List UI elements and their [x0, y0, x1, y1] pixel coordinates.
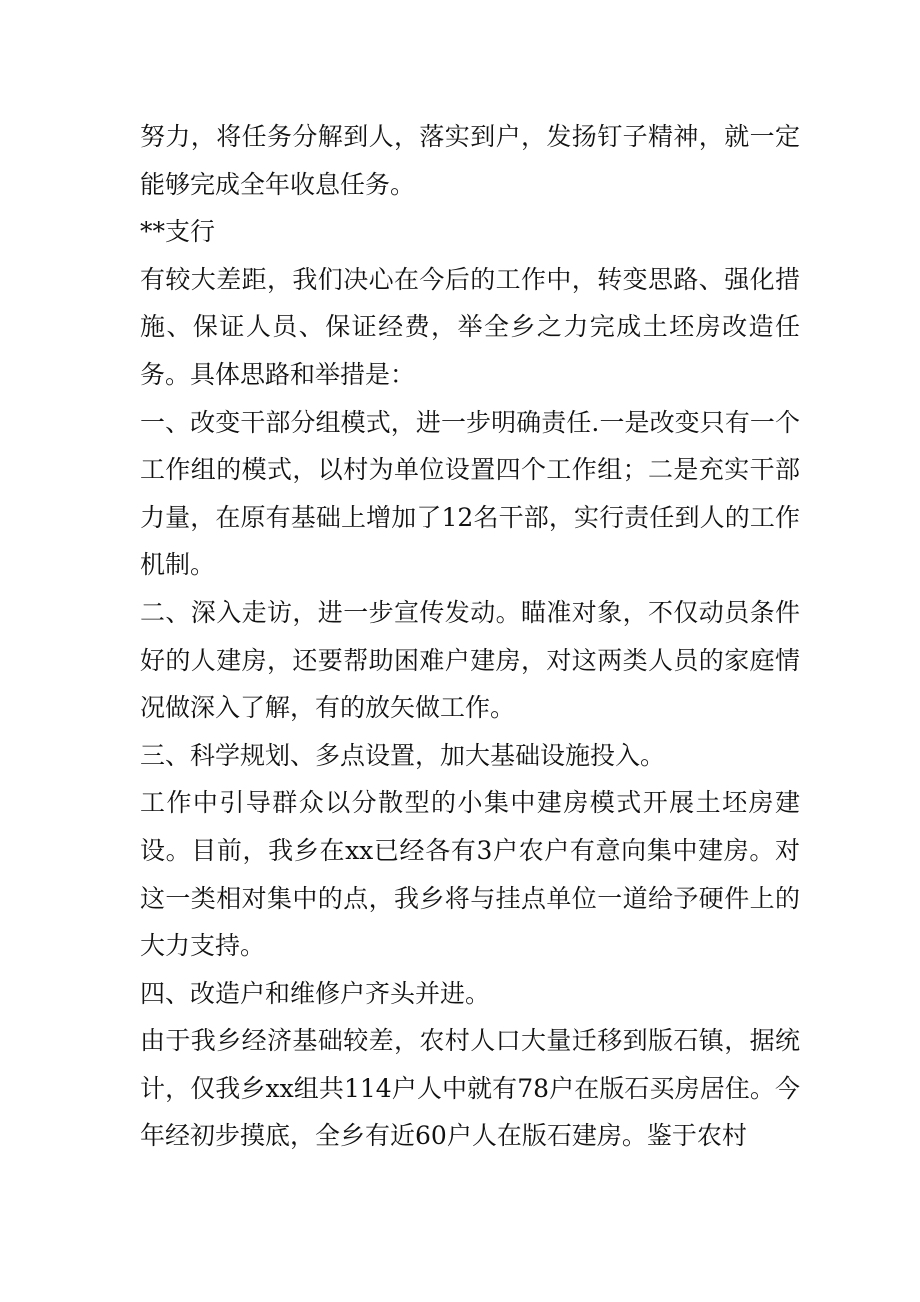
- paragraph-measure-3-body: 工作中引导群众以分散型的小集中建房模式开展土坯房建设。目前，我乡在xx已经各有3户农户有意向集中建房。对这一类相对集中的点，我乡将与挂点单位一道给予硬件上的大力支持。: [140, 788, 800, 961]
- paragraph-measure-3-title: 三、科学规划、多点设置，加大基础设施投入。: [140, 740, 666, 770]
- paragraph-measure-2: 二、深入走访，进一步宣传发动。瞄准对象，不仅动员条件好的人建房，还要帮助困难户建房，对这两类人员的家庭情况做深入了解，有的放矢做工作。: [140, 597, 800, 723]
- branch-heading: **支行: [140, 217, 216, 247]
- document-body: [140, 113, 800, 1160]
- paragraph-intro: 有较大差距，我们决心在今后的工作中，转变思路、强化措施、保证人员、保证经费，举全乡之力完成土坯房改造任务。具体思路和举措是：: [140, 264, 800, 389]
- paragraph-measure-1: 一、改变干部分组模式，进一步明确责任.一是改变只有一个工作组的模式，以村为单位设置四个工作组；二是充实干部力量，在原有基础上增加了12名干部，实行责任到人的工作机制。: [140, 407, 800, 580]
- paragraph-continuation: 努力，将任务分解到人，落实到户，发扬钉子精神，就一定能够完成全年收息任务。: [140, 122, 800, 199]
- paragraph-measure-4-title: 四、改造户和维修户齐头并进。: [140, 978, 491, 1008]
- paragraph-measure-4-body: 由于我乡经济基础较差，农村人口大量迁移到版石镇，据统计，仅我乡xx组共114户人中就有78户在版石买房居住。今年经初步摸底，全乡有近60户人在版石建房。鉴于农村: [140, 1026, 800, 1151]
